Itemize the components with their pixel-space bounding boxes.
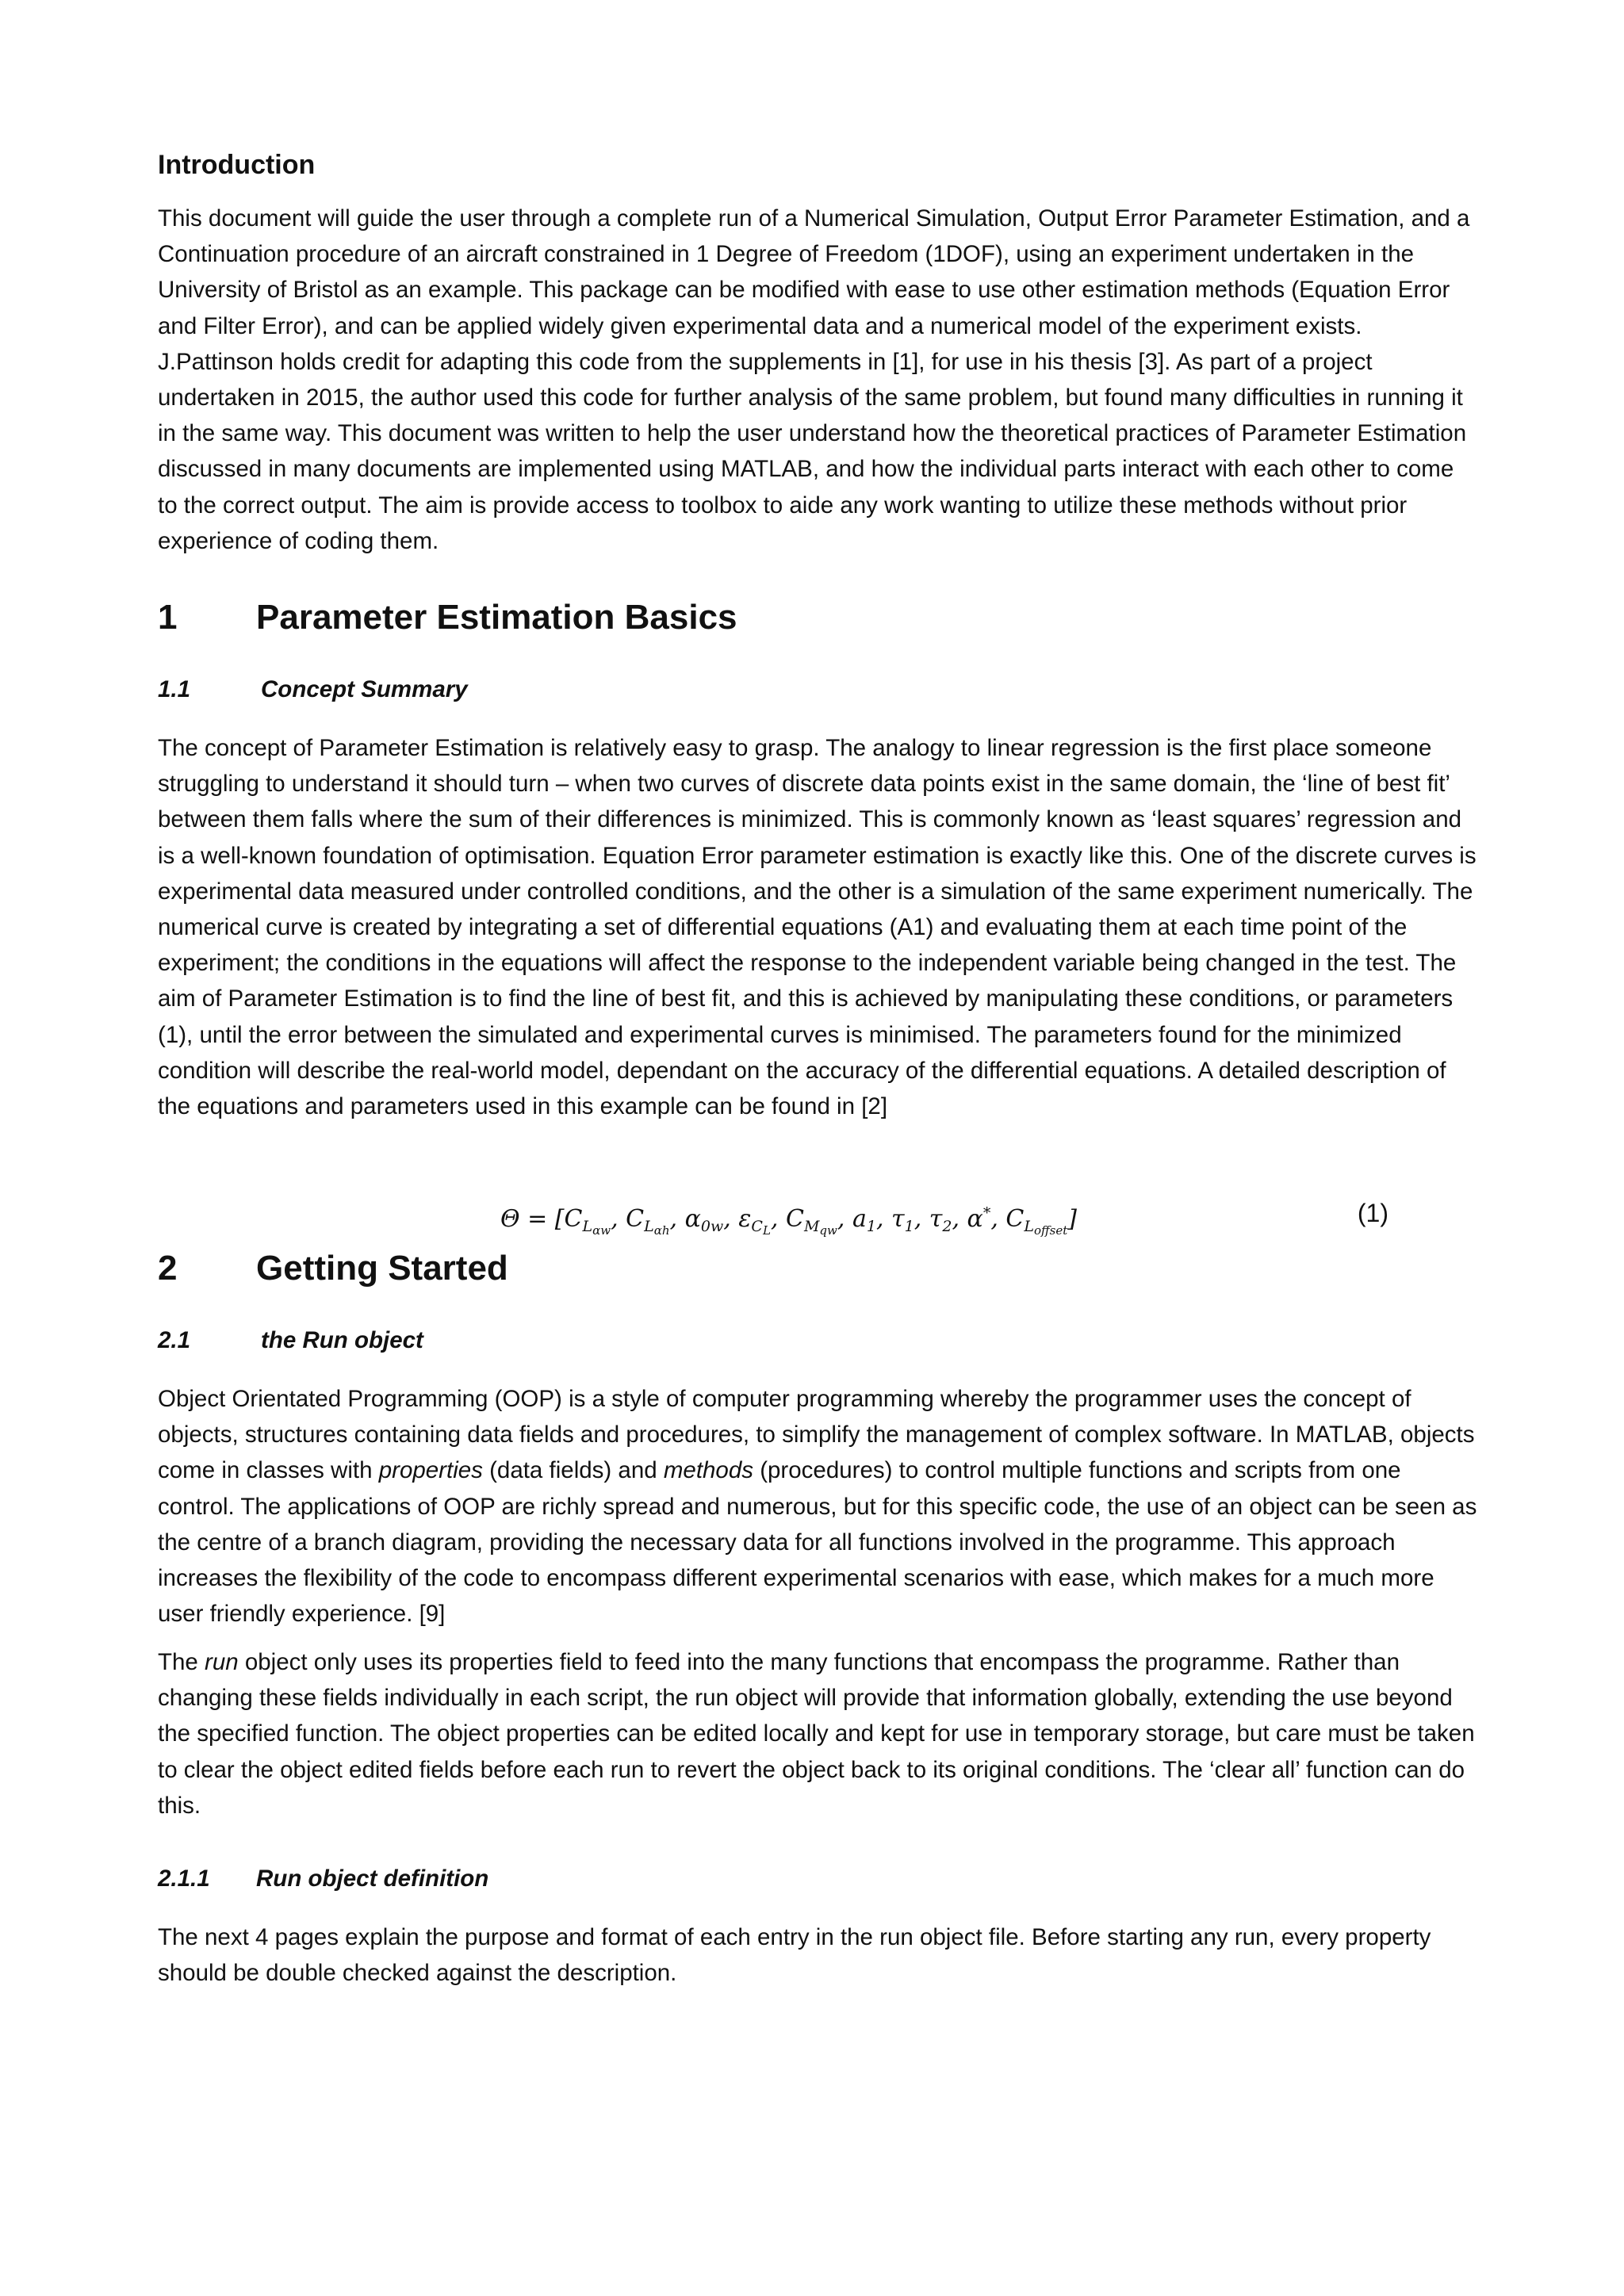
- section-2-1-heading: [158, 1326, 1479, 1354]
- run-object-definition-paragraph: The next 4 pages explain the purpose and format of each entry in the run object file. Before starting any run, every property should be double checked against the description.: [158, 1924, 1431, 1987]
- concept-summary-block: [158, 730, 1479, 1124]
- equation-rhs: ]: [1067, 1205, 1077, 1233]
- section-1-1-title: Concept Summary: [261, 676, 468, 702]
- methods-term: methods: [663, 1457, 753, 1484]
- section-1-1-number: 1.1: [158, 676, 191, 702]
- oop-paragraph-block: [158, 1381, 1479, 1632]
- equation-number: (1): [1357, 1199, 1388, 1227]
- equation-lhs: Θ = [: [500, 1205, 565, 1233]
- section-2-1-1-heading: [158, 1865, 1479, 1892]
- concept-summary-paragraph: The concept of Parameter Estimation is relatively easy to grasp. The analogy to linear regression is the first place someone struggling to understand it should turn – when two curves of discrete data points exist in the same domain, the ‘line of best fit’ between them falls where the sum of their differences is minimized. This is commonly known as ‘least squares’ regression and is a well-known foundation of optimisation. Equation Error parameter estimation is exactly like this. One of the discrete curves is experimental data measured under controlled conditions, and the other is a simulation of the same experiment numerically. The numerical curve is created by integrating a set of differential equations (A1) and evaluating them at each time point of the experiment; the conditions in the equations will affect the response to the independent variable being changed in the test. The aim of Parameter Estimation is to find the line of best fit, and this is achieved by manipulating these conditions, or parameters (1), until the error between the simulated and experimental curves is minimised. The parameters found for the minimized condition will describe the real-world model, dependant on the accuracy of the differential equations. A detailed description of the equations and parameters used in this example can be found in [2]: [158, 735, 1477, 1120]
- intro-heading: Introduction: [158, 150, 316, 180]
- parameter-vector-equation: $\Theta = [C_{L_{\alpha w}}$, $C_{L_{\alpha h}}$, $\alpha_{0w}$, $\varepsilon_{C_L}$, $C_{M_{qw}}$, $a_1$, $\tau_1$, $\tau_2$, α*, $C_{L_{offset}}$]: [500, 1204, 1077, 1238]
- oop-paragraph: Object Orientated Programming (OOP) is a style of computer programming whereby the programmer uses the concept of objects, structures containing data fields and procedures, to simplify the management of complex software. In MATLAB, objects come in classes with properties (data fields) and methods (procedures) to control multiple functions and scripts from one control. The applications of OOP are richly spread and numerous, but for this specific code, the use of an object can be seen as the centre of a branch diagram, providing the necessary data for all functions involved in the programme. This approach increases the flexibility of the code to encompass different experimental scenarios with ease, which makes for a much more user friendly experience. [9]: [158, 1386, 1477, 1628]
- properties-term: properties: [378, 1457, 483, 1484]
- run-object-paragraph: The run object only uses its properties field to feed into the many functions that encompass the programme. Rather than changing these fields individually in each script, the run object will provide that information globally, extending the use beyond the specified function. The object properties can be edited locally and kept for use in temporary storage, but care must be taken to clear the object edited fields before each run to revert the object back to its original conditions. The ‘clear all’ function can do this.: [158, 1649, 1475, 1819]
- section-2-1-1-number: 2.1.1: [158, 1866, 210, 1892]
- section-1-title: Parameter Estimation Basics: [256, 598, 737, 637]
- equation-1-row: [158, 1192, 1479, 1238]
- run-object-definition-block: [158, 1919, 1479, 1991]
- section-2-1-title: the Run object: [261, 1327, 423, 1353]
- section-2-1-number: 2.1: [158, 1327, 191, 1353]
- section-1-number: 1: [158, 598, 178, 637]
- section-2-number: 2: [158, 1249, 178, 1288]
- intro-paragraph: This document will guide the user through a complete run of a Numerical Simulation, Output Error Parameter Estimation, and a Continuation procedure of an aircraft constrained in 1 Degree of Freedom (1DOF), using an experiment undertaken in the University of Bristol as an example. This package can be modified with ease to use other estimation methods (Equation Error and Filter Error), and can be applied widely given experimental data and a numerical model of the experiment exists. J.Pattinson holds credit for adapting this code from the supplements in [1], for use in his thesis [3]. As part of a project undertaken in 2015, the author used this code for further analysis of the same problem, but found many difficulties in running it in the same way. This document was written to help the user understand how the theoretical practices of Parameter Estimation discussed in many documents are implemented using MATLAB, and how the individual parts interact with each other to come to the correct output. The aim is provide access to toolbox to aide any work wanting to utilize these methods without prior experience of coding them.: [158, 205, 1470, 554]
- section-2-heading: [158, 1248, 1479, 1290]
- run-term: run: [205, 1649, 239, 1675]
- intro-paragraph-block: [158, 201, 1479, 559]
- section-1-1-heading: [158, 675, 1479, 703]
- section-2-title: Getting Started: [256, 1249, 508, 1288]
- section-1-heading: [158, 597, 1479, 639]
- run-object-paragraph-block: [158, 1644, 1479, 1823]
- section-2-1-1-title: Run object definition: [256, 1866, 489, 1892]
